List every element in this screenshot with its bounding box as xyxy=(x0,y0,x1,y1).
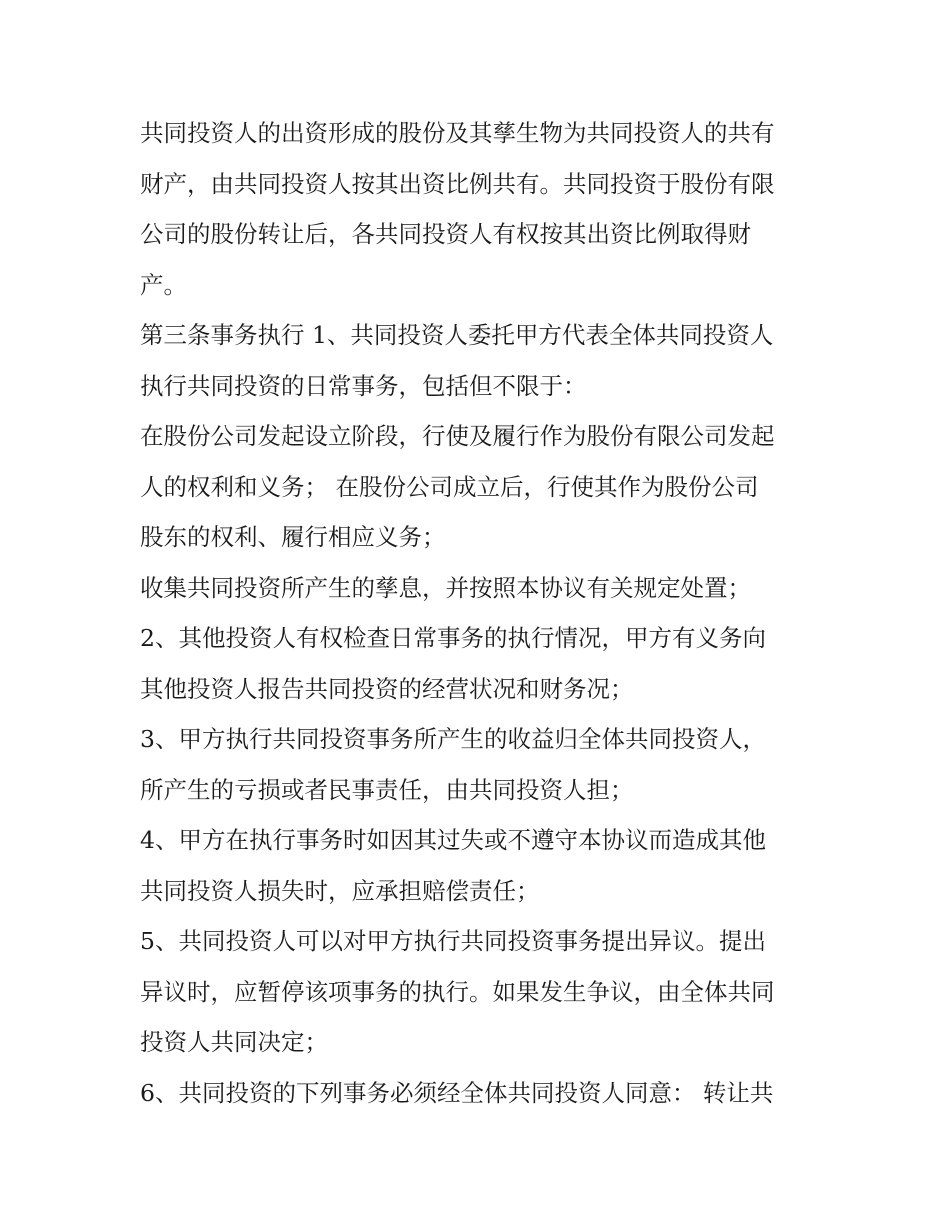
paragraph-item-3 xyxy=(140,714,820,815)
paragraph-joint-property xyxy=(140,108,820,310)
text-line: 人的权利和义务； 在股份公司成立后，行使其作为股份公司 xyxy=(140,472,759,501)
paragraph-item-6 xyxy=(140,1068,820,1119)
text-line: 4、甲方在执行事务时如因其过失或不遵守本协议而造成其他 xyxy=(140,826,766,854)
text-line: 产。 xyxy=(140,270,187,299)
text-line: 共同投资人损失时，应承担赔偿责任； xyxy=(140,876,540,905)
paragraph-founding-stage xyxy=(140,411,820,563)
text-line: 公司的股份转让后，各共同投资人有权按其出资比例取得财 xyxy=(140,220,751,248)
text-line: 5、共同投资人可以对甲方执行共同投资事务提出异议。提出 xyxy=(140,927,766,955)
text-line: 其他投资人报告共同投资的经营状况和财务况； xyxy=(140,674,634,703)
text-line: 投资人共同决定； xyxy=(140,1028,328,1056)
paragraph-item-4 xyxy=(140,815,820,916)
text-line: 收集共同投资所产生的孳息，并按照本协议有关规定处置； xyxy=(140,573,751,602)
paragraph-collect-income xyxy=(140,563,820,614)
text-line: 异议时，应暂停该项事务的执行。如果发生争议，由全体共同 xyxy=(140,977,775,1006)
text-line: 在股份公司发起设立阶段，行使及履行作为股份有限公司发起 xyxy=(140,422,775,450)
text-line: 第三条事务执行 1、共同投资人委托甲方代表全体共同投资人 xyxy=(140,321,774,349)
paragraph-article-three xyxy=(140,310,820,411)
text-line: 股东的权利、履行相应义务； xyxy=(140,523,446,551)
text-line: 6、共同投资的下列事务必须经全体共同投资人同意： 转让共 xyxy=(140,1078,774,1107)
text-line: 3、甲方执行共同投资事务所产生的收益归全体共同投资人， xyxy=(140,725,766,753)
text-line: 执行共同投资的日常事务，包括但不限于： xyxy=(140,371,587,400)
text-line: 财产，由共同投资人按其出资比例共有。共同投资于股份有限 xyxy=(140,169,775,198)
paragraph-item-2 xyxy=(140,613,820,714)
text-line: 2、其他投资人有权检查日常事务的执行情况，甲方有义务向 xyxy=(140,624,766,652)
text-line: 共同投资人的出资形成的股份及其孳生物为共同投资人的共有 xyxy=(140,119,775,147)
text-line: 所产生的亏损或者民事责任，由共同投资人担； xyxy=(140,775,634,804)
paragraph-item-5 xyxy=(140,916,820,1068)
